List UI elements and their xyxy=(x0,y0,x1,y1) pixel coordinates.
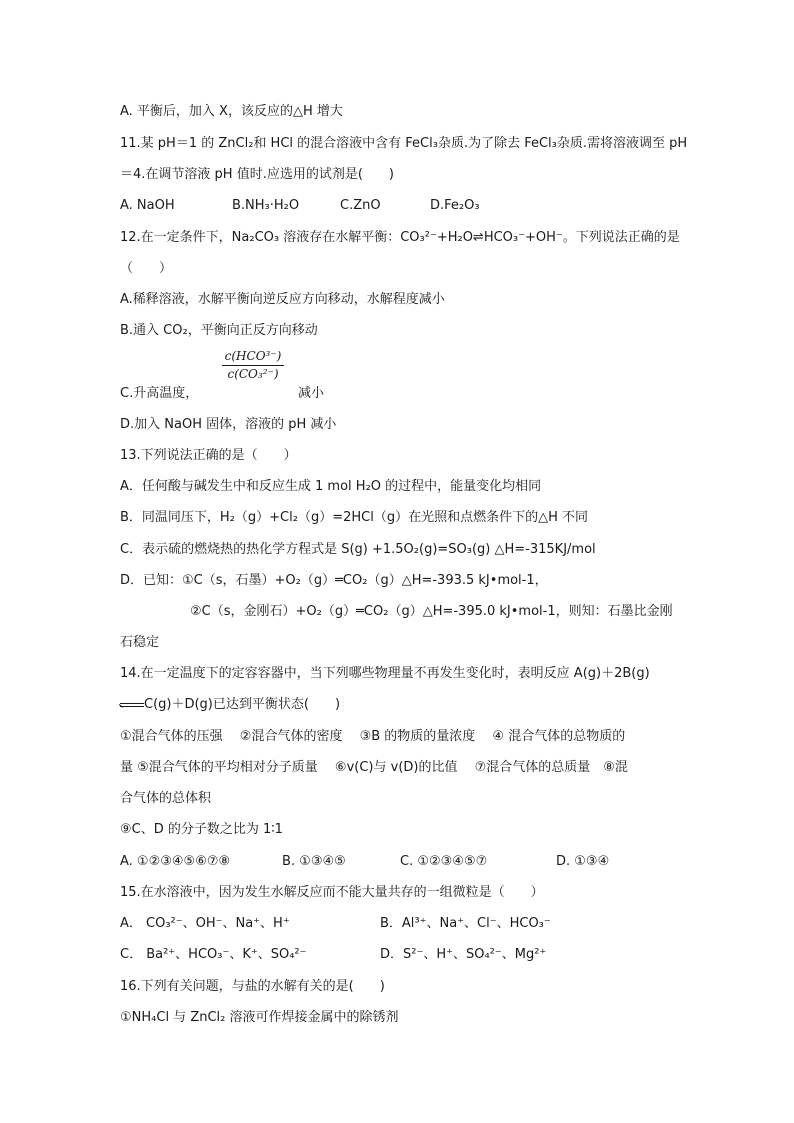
q12-stem-line1: 12.在一定条件下，Na₂CO₃ 溶液存在水解平衡：CO₃²⁻+H₂O⇌HCO₃⁻+OH⁻。下列说法正确的是 xyxy=(120,230,680,245)
q14-stem-line2-text: C(g)＋D(g)已达到平衡状态( ) xyxy=(144,697,341,712)
q12-option-a: A.稀释溶液，水解平衡向逆反应方向移动，水解程度减小 xyxy=(120,292,445,307)
q14-option-b: B. ①③④⑤ xyxy=(282,854,346,869)
q13-option-d-line2: ②C（s，金刚石）+O₂（g）═CO₂（g）△H=-395.0 kJ•mol-1，则知：石墨比金刚 xyxy=(190,604,673,619)
q14-option-c: C. ①②③④⑤⑦ xyxy=(400,854,488,869)
q16-stem: 16.下列有关问题，与盐的水解有关的是( ) xyxy=(120,979,385,994)
q12-option-c-suffix: 减小 xyxy=(298,386,325,401)
q11-stem-line2: ＝4.在调节溶液 pH 值时.应选用的试剂是( ) xyxy=(120,167,394,182)
equilibrium-arrow-icon xyxy=(120,700,144,710)
q15-option-a: A． CO₃²⁻、OH⁻、Na⁺、H⁺ xyxy=(120,916,290,931)
q11-option-c: C.ZnO xyxy=(340,198,381,213)
fraction-bar xyxy=(222,365,284,366)
q14-item-line4: ⑨C、D 的分子数之比为 1∶1 xyxy=(120,822,283,837)
q12-fraction xyxy=(222,349,284,382)
q14-item-line3: 合气体的总体积 xyxy=(120,791,212,806)
q15-option-c: C． Ba²⁺、HCO₃⁻、K⁺、SO₄²⁻ xyxy=(120,947,307,962)
q13-option-b: B．同温同压下，H₂（g）+Cl₂（g）=2HCl（g）在光照和点燃条件下的△H 不同 xyxy=(120,510,588,525)
q14-stem-line1: 14.在一定温度下的定容容器中，当下列哪些物理量不再发生变化时，表明反应 A(g)＋2B(g) xyxy=(120,666,650,681)
fraction-denominator: c(CO₃²⁻) xyxy=(227,367,279,381)
q15-stem: 15.在水溶液中，因为发生水解反应而不能大量共存的一组微粒是（ ） xyxy=(120,885,544,900)
q14-option-a: A. ①②③④⑤⑥⑦⑧ xyxy=(120,854,231,869)
q13-option-c: C．表示硫的燃烧热的热化学方程式是 S(g) +1.5O₂(g)=SO₃(g) △H=-315KJ/mol xyxy=(120,542,596,557)
q12-option-c-prefix: C.升高温度， xyxy=(120,386,199,401)
q10-option-a: A. 平衡后，加入 X，该反应的△H 增大 xyxy=(120,104,343,119)
q12-stem-line2: （ ） xyxy=(120,261,173,276)
q13-option-d-line3: 石稳定 xyxy=(120,635,160,650)
q11-option-d: D.Fe₂O₃ xyxy=(430,198,480,213)
q15-option-d: D．S²⁻、H⁺、SO₄²⁻、Mg²⁺ xyxy=(380,947,547,962)
q13-stem: 13.下列说法正确的是（ ） xyxy=(120,448,297,463)
q11-option-b: B.NH₃·H₂O xyxy=(232,198,300,213)
q14-item-line1: ①混合气体的压强 ②混合气体的密度 ③B 的物质的量浓度 ④ 混合气体的总物质的 xyxy=(120,729,626,744)
q13-option-a: A．任何酸与碱发生中和反应生成 1 mol H₂O 的过程中，能量变化均相同 xyxy=(120,479,542,494)
fraction-numerator: c(HCO³⁻) xyxy=(224,349,282,363)
q11-stem-line1: 11.某 pH＝1 的 ZnCl₂和 HCl 的混合溶液中含有 FeCl₃杂质.为了除去 FeCl₃杂质.需将溶液调至 pH xyxy=(120,136,688,151)
q15-option-b: B．Al³⁺、Na⁺、Cl⁻、HCO₃⁻ xyxy=(380,916,551,931)
q12-option-b: B.通入 CO₂，平衡向正反方向移动 xyxy=(120,323,318,338)
q13-option-d-line1: D．已知：①C（s，石墨）+O₂（g）═CO₂（g）△H=-393.5 kJ•mol-1， xyxy=(120,573,548,588)
q14-option-d: D. ①③④ xyxy=(556,854,610,869)
q14-stem-line2 xyxy=(120,696,340,714)
q16-item-1: ①NH₄Cl 与 ZnCl₂ 溶液可作焊接金属中的除锈剂 xyxy=(120,1010,399,1025)
q12-option-d: D.加入 NaOH 固体，溶液的 pH 减小 xyxy=(120,417,337,432)
q14-item-line2: 量 ⑤混合气体的平均相对分子质量 ⑥v(C)与 v(D)的比值 ⑦混合气体的总质量 ⑧混 xyxy=(120,760,628,775)
q11-option-a: A. NaOH xyxy=(120,198,175,213)
